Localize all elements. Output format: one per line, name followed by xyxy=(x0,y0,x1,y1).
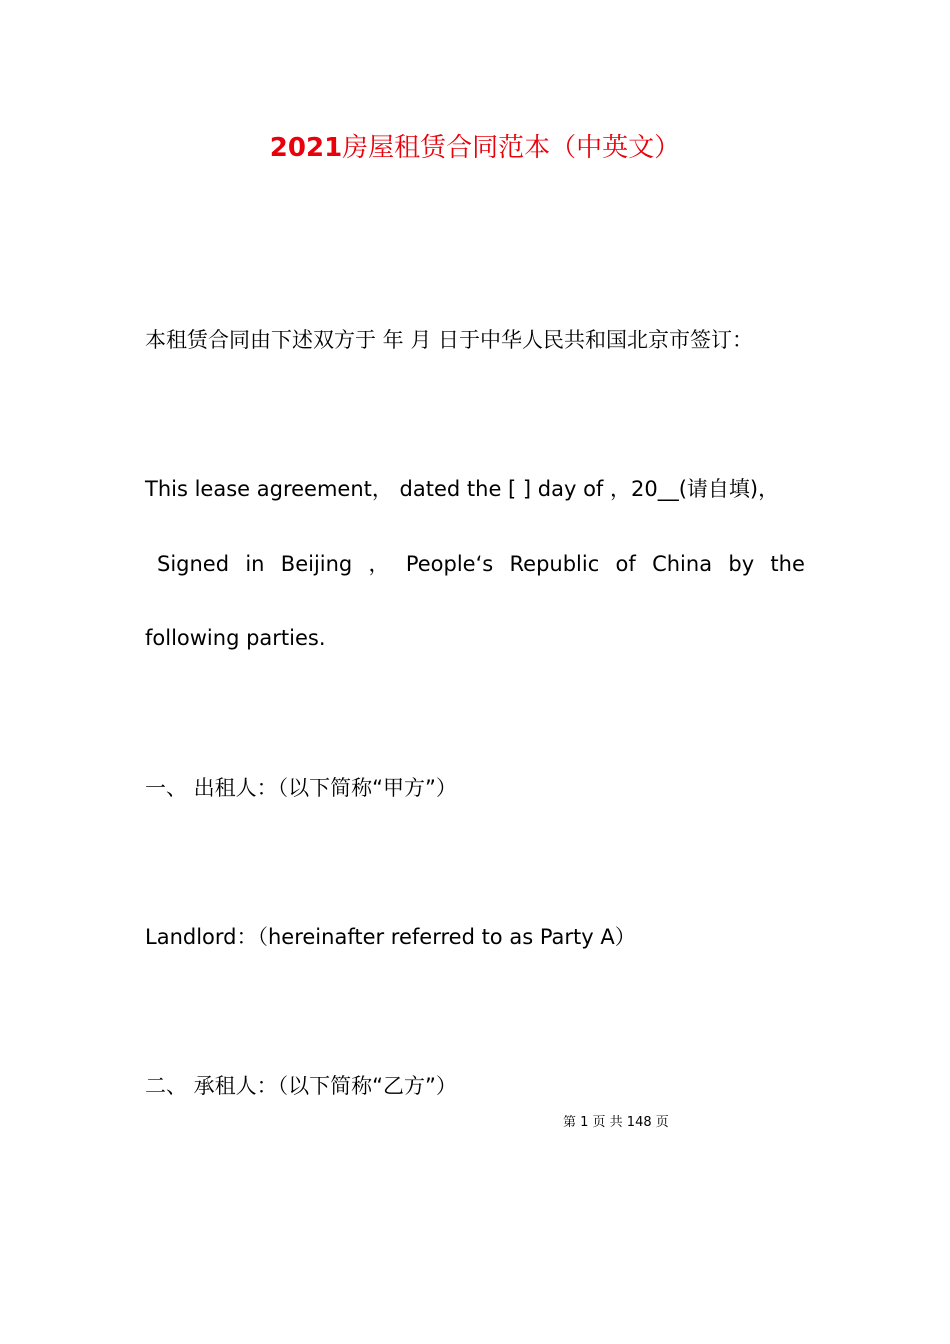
word: Republic xyxy=(509,552,600,576)
word: Beijing xyxy=(280,552,353,576)
word: the xyxy=(770,552,805,576)
document-title xyxy=(0,128,950,168)
page-number: 第 1 页 共 148 页 xyxy=(563,1115,669,1130)
intro-english-line-1: This lease agreement， dated the [ ] day of ，20__(请自填)， xyxy=(145,477,780,501)
word: People‘s xyxy=(405,552,494,576)
word: by xyxy=(728,552,755,576)
word: ， xyxy=(368,552,390,576)
intro-english-line-3: following parties. xyxy=(145,626,326,650)
section-1-english: Landlord：（hereinafter referred to as Party A） xyxy=(145,925,636,949)
word: in xyxy=(245,552,265,576)
intro-chinese: 本租赁合同由下述双方于 年 月 日于中华人民共和国北京市签订： xyxy=(145,328,754,352)
intro-english-line-2 xyxy=(157,549,805,579)
word: China xyxy=(652,552,713,576)
word: of xyxy=(615,552,636,576)
word: Signed xyxy=(157,552,230,576)
section-2-chinese: 二、 承租人：（以下简称“乙方”） xyxy=(145,1074,457,1098)
section-1-chinese: 一、 出租人：（以下简称“甲方”） xyxy=(145,776,457,800)
title-text: 房屋租赁合同范本（中英文） xyxy=(342,133,681,163)
title-year: 2021 xyxy=(269,133,343,163)
